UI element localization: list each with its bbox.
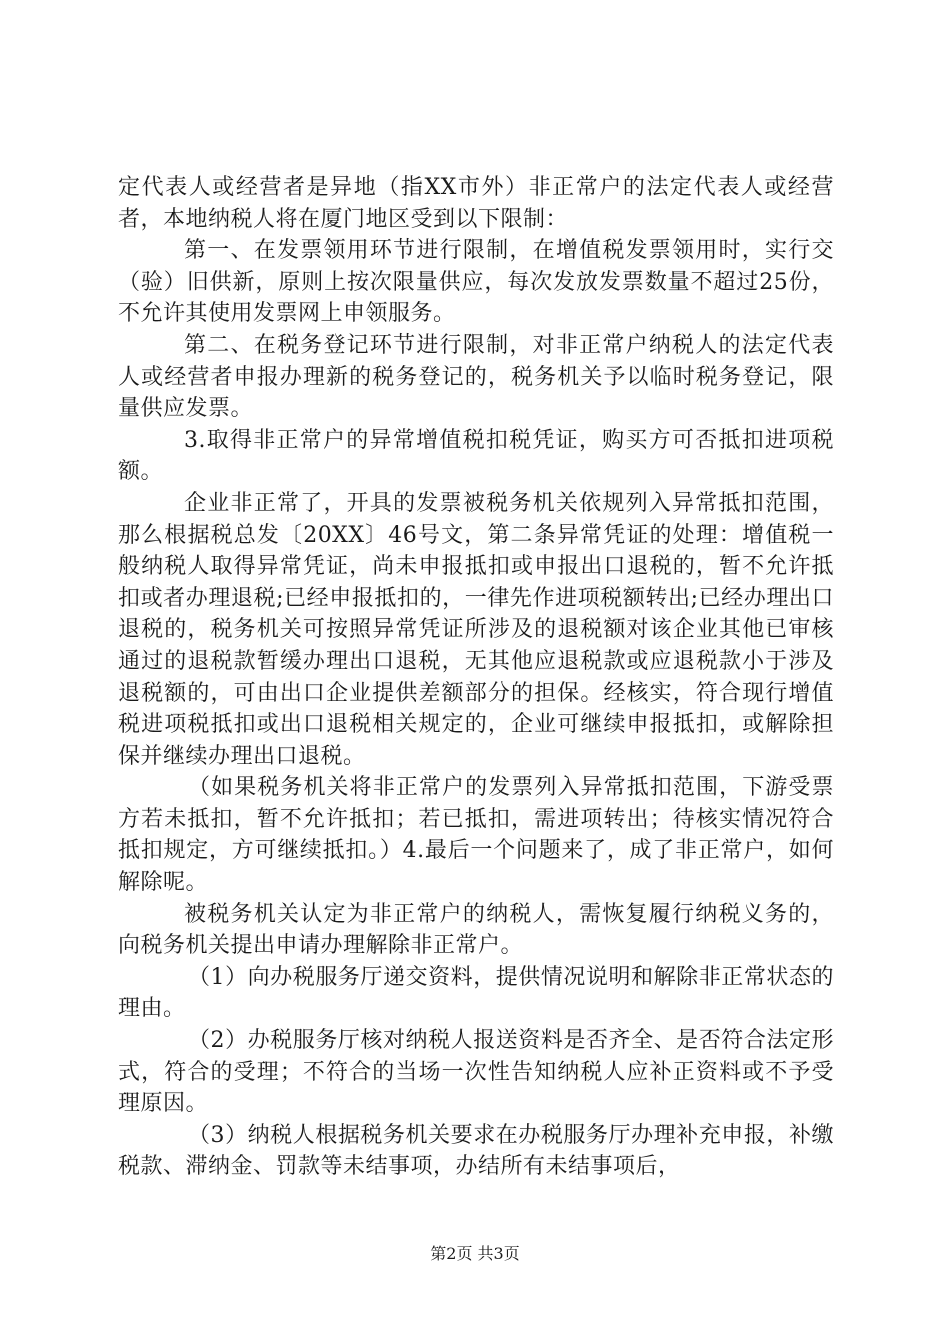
paragraph-step-3: （3）纳税人根据税务机关要求在办税服务厅办理补充申报，补缴税款、滞纳金、罚款等未结事项，办结所有未结事项后， bbox=[118, 1122, 834, 1180]
paragraph-abnormal-voucher: 企业非正常了，开具的发票被税务机关依规列入异常抵扣范围，那么根据税总发〔20XX〕46号文，第二条异常凭证的处理：增值税一般纳税人取得异常凭证，尚未申报抵扣或申报出口退税的，暂不允许抵扣或者办理退税;已经申报抵扣的，一律先作进项税额转出;已经办理出口退税的，税务机关可按照异常凭证所涉及的退税额对该企业其他已审核通过的退税款暂缓办理出口退税，无其他应退税款或应退税款小于涉及退税额的，可由出口企业提供差额部分的担保。经核实，符合现行增值税进项税抵扣或出口退税相关规定的，企业可继续申报抵扣，或解除担保并继续办理出口退税。 bbox=[118, 490, 834, 769]
document-body bbox=[118, 172, 834, 1183]
paragraph-note-question-4: （如果税务机关将非正常户的发票列入异常抵扣范围，下游受票方若未抵扣，暂不允许抵扣；若已抵扣，需进项转出；待核实情况符合抵扣规定，方可继续抵扣。）4.最后一个问题来了，成了非正常户，如何解除呢。 bbox=[118, 775, 834, 896]
page-number-footer: 第2页 共3页 bbox=[430, 1244, 520, 1263]
paragraph-question-3: 3.取得非正常户的异常增值税扣税凭证，购买方可否抵扣进项税额。 bbox=[118, 427, 834, 485]
paragraph-release-intro: 被税务机关认定为非正常户的纳税人，需恢复履行纳税义务的，向税务机关提出申请办理解除非正常户。 bbox=[118, 901, 834, 959]
paragraph-step-2: （2）办税服务厅核对纳税人报送资料是否齐全、是否符合法定形式，符合的受理；不符合的当场一次性告知纳税人应补正资料或不予受理原因。 bbox=[118, 1028, 834, 1117]
paragraph-restriction-invoice: 第一、在发票领用环节进行限制，在增值税发票领用时，实行交（验）旧供新，原则上按次限量供应，每次发放发票数量不超过25份，不允许其使用发票网上申领服务。 bbox=[118, 238, 834, 327]
paragraph-step-1: （1）向办税服务厅递交资料，提供情况说明和解除非正常状态的理由。 bbox=[118, 964, 834, 1022]
paragraph-restriction-registration: 第二、在税务登记环节进行限制，对非正常户纳税人的法定代表人或经营者申报办理新的税务登记的，税务机关予以临时税务登记，限量供应发票。 bbox=[118, 332, 834, 422]
paragraph-continuation: 定代表人或经营者是异地（指XX市外）非正常户的法定代表人或经营者，本地纳税人将在厦门地区受到以下限制： bbox=[118, 175, 834, 232]
